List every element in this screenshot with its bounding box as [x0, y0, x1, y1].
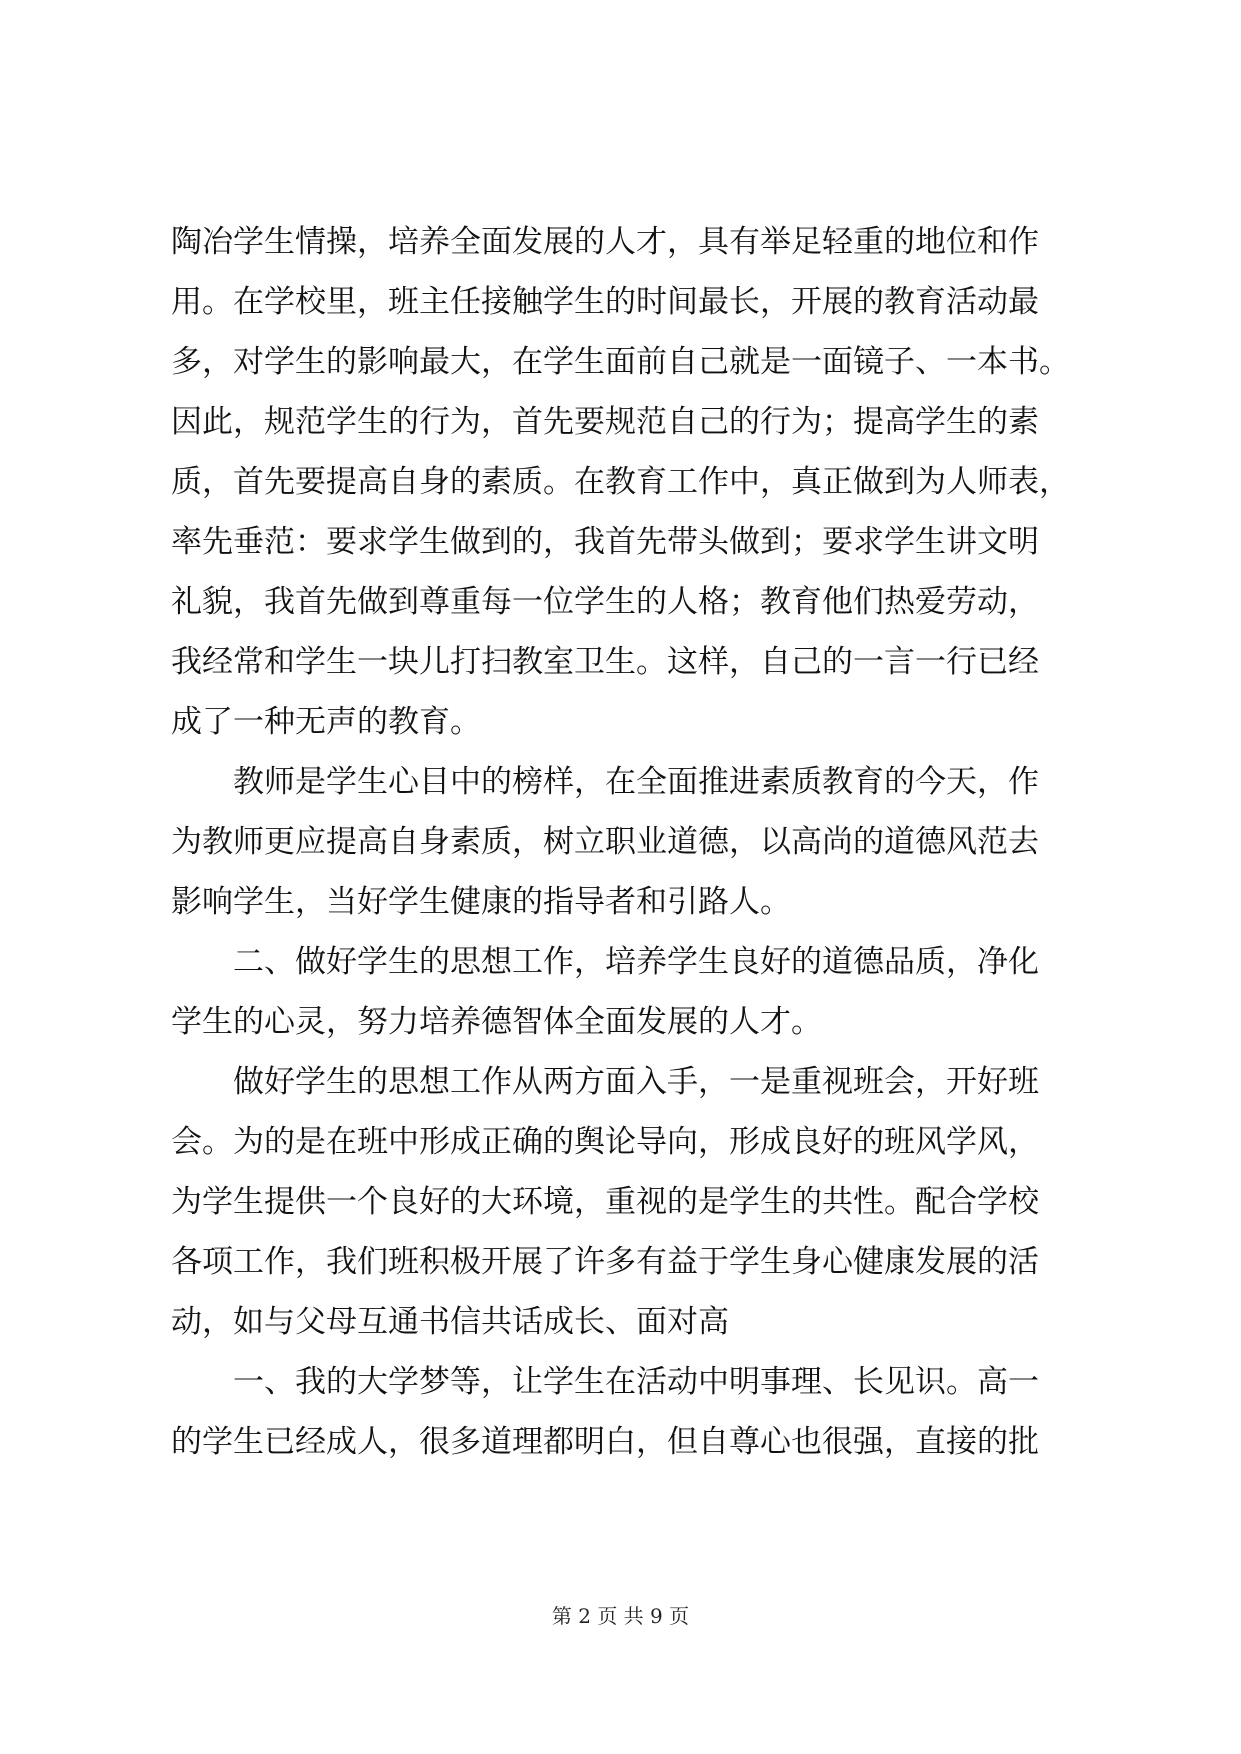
text-line: 我经常和学生一块儿打扫教室卫生。这样，自己的一言一行已经 [171, 644, 1039, 680]
text-line: 为教师更应提高自身素质，树立职业道德，以高尚的道德风范去 [171, 824, 1039, 860]
text-line: 率先垂范：要求学生做到的，我首先带头做到；要求学生讲文明 [171, 524, 1039, 560]
text-line: 成了一种无声的教育。 [171, 704, 481, 740]
paragraph-first-line: 教师是学生心目中的榜样，在全面推进素质教育的今天，作 [233, 764, 1039, 800]
text-line: 陶冶学生情操，培养全面发展的人才，具有举足轻重的地位和作 [171, 224, 1039, 260]
text-line: 影响学生，当好学生健康的指导者和引路人。 [171, 884, 791, 920]
paragraph-first-line: 一、我的大学梦等，让学生在活动中明事理、长见识。高一 [233, 1364, 1039, 1400]
text-line: 动，如与父母互通书信共话成长、面对高 [171, 1304, 729, 1340]
text-line: 用。在学校里，班主任接触学生的时间最长，开展的教育活动最 [171, 284, 1039, 320]
text-line: 的学生已经成人，很多道理都明白，但自尊心也很强，直接的批 [171, 1424, 1039, 1460]
section-heading-line: 学生的心灵，努力培养德智体全面发展的人才。 [171, 1004, 822, 1040]
paragraph-first-line: 做好学生的思想工作从两方面入手，一是重视班会，开好班 [233, 1064, 1039, 1100]
text-line: 礼貌，我首先做到尊重每一位学生的人格；教育他们热爱劳动， [171, 584, 1039, 620]
page-number-footer: 第 2 页 共 9 页 [551, 1604, 690, 1628]
text-line: 各项工作，我们班积极开展了许多有益于学生身心健康发展的活 [171, 1244, 1039, 1280]
text-line: 质，首先要提高自身的素质。在教育工作中，真正做到为人师表， [171, 464, 1070, 500]
text-line: 会。为的是在班中形成正确的舆论导向，形成良好的班风学风， [171, 1124, 1039, 1160]
section-heading-first-line: 二、做好学生的思想工作，培养学生良好的道德品质，净化 [233, 944, 1039, 980]
text-line: 因此，规范学生的行为，首先要规范自己的行为；提高学生的素 [171, 404, 1039, 440]
text-line: 多，对学生的影响最大，在学生面前自己就是一面镜子、一本书。 [171, 344, 1070, 380]
text-line: 为学生提供一个良好的大环境，重视的是学生的共性。配合学校 [171, 1184, 1039, 1220]
